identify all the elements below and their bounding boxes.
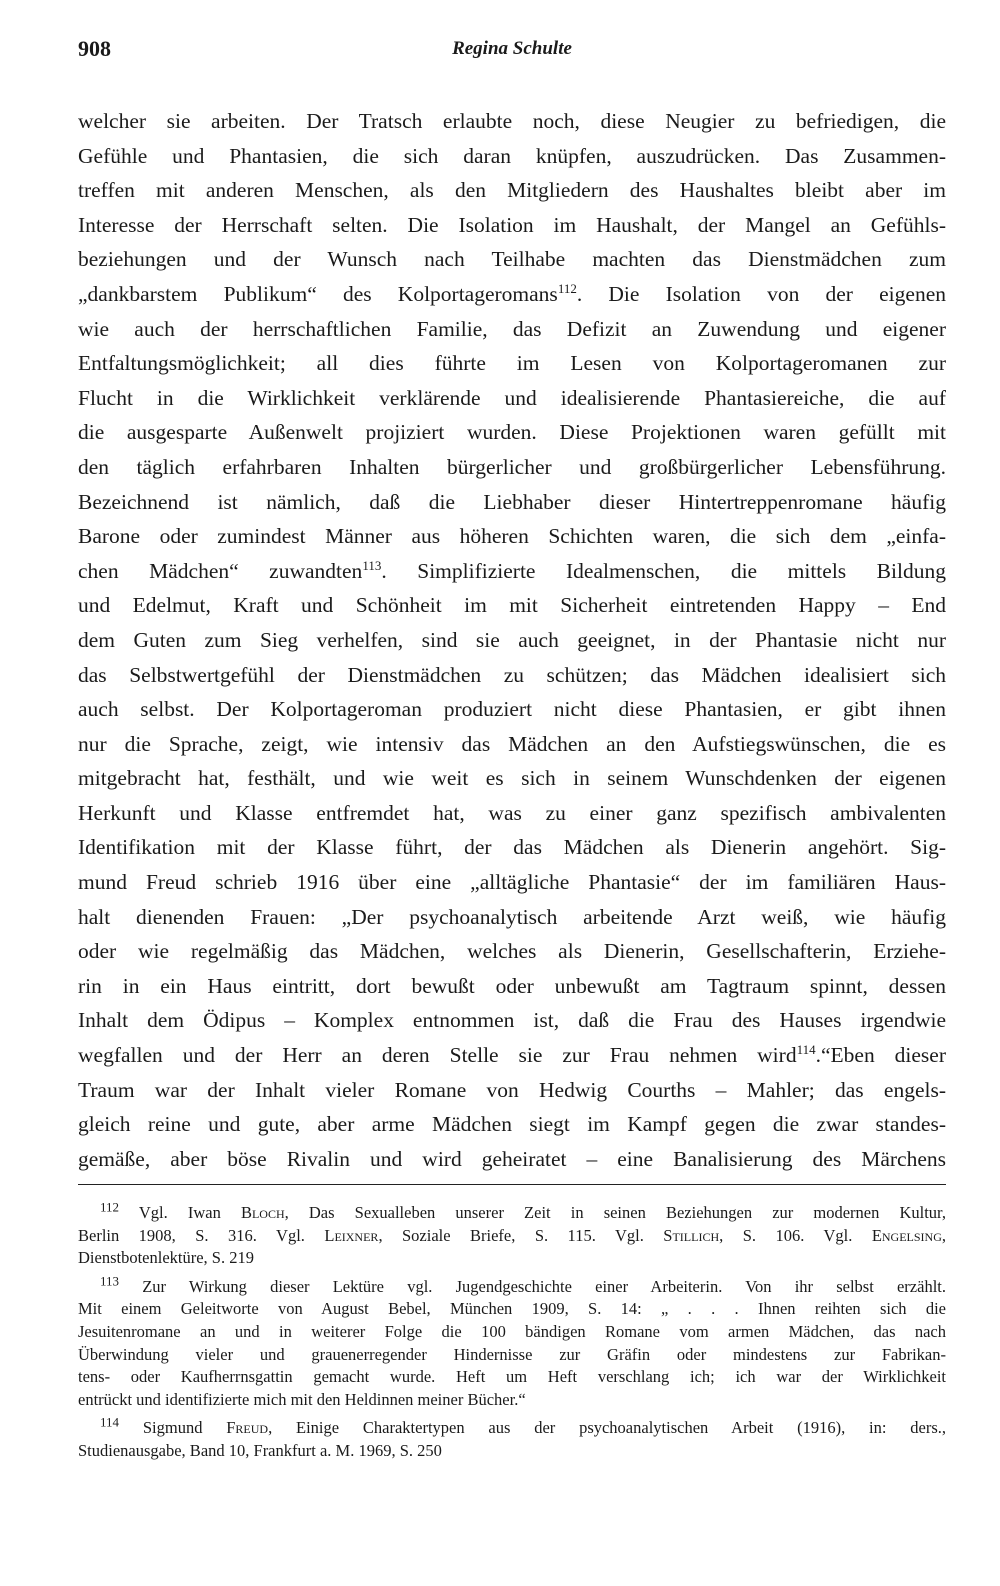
body-line: Flucht in die Wirklichkeit verklärende und idealisierende Phantasiereiche, die auf xyxy=(78,385,946,410)
footnote-ref-113[interactable]: 113 xyxy=(362,557,382,573)
body-line: Interesse der Herrschaft selten. Die Isolation im Haushalt, der Mangel an Gefühls- xyxy=(78,212,946,237)
body-line: mitgebracht hat, festhält, und wie weit es sich in seinem Wunschdenken der eigenen xyxy=(78,766,946,791)
running-head: Regina Schulte xyxy=(452,38,572,59)
body-line-text: chen Mädchen“ zuwandten xyxy=(78,558,363,583)
footnote-text: Berlin 1908, S. 316. Vgl. xyxy=(78,1225,325,1245)
author-name: Stillich xyxy=(663,1225,720,1245)
footnote-marker: 114 xyxy=(100,1417,120,1430)
body-line: wie auch der herrschaftlichen Familie, das Defizit an Zuwendung und eigener xyxy=(78,316,946,341)
author-name: Freud xyxy=(226,1418,269,1438)
body-line: das Selbstwertgefühl der Dienstmädchen zu schützen; das Mädchen idealisiert sich xyxy=(78,662,946,687)
body-line: auch selbst. Der Kolportageroman produziert nicht diese Phantasien, er gibt ihnen xyxy=(78,697,946,722)
footnote-text: , S. 106. Vgl. xyxy=(719,1225,872,1245)
body-line: den täglich erfahrbaren Inhalten bürgerlicher und großbürgerlicher Lebensführung. xyxy=(78,454,946,479)
author-name: Leixner xyxy=(324,1225,379,1245)
body-line: und Edelmut, Kraft und Schönheit im mit Sicherheit eintretenden Happy – End xyxy=(78,593,946,618)
body-line: Entfaltungsmöglichkeit; all dies führte im Lesen von Kolportageromanen zur xyxy=(78,351,946,376)
body-line-text: wegfallen und der Herr an deren Stelle sie zur Frau nehmen wird xyxy=(78,1043,797,1068)
body-line-text: . Simplifizierte Idealmenschen, die mittels Bildung xyxy=(381,558,946,583)
body-line: Gefühle und Phantasien, die sich daran knüpfen, auszudrücken. Das Zusammen- xyxy=(78,143,946,168)
body-text xyxy=(78,104,946,1176)
footnote-line: Überwindung vieler und grauenerregender Hindernisse zur Gräfin oder mindestens zur Fabrikan- xyxy=(78,1344,946,1364)
body-line: Herkunft und Klasse entfremdet hat, was zu einer ganz spezifisch ambivalenten xyxy=(78,800,946,825)
footnote-text: Vgl. Iwan xyxy=(138,1203,241,1222)
footnote-line: Dienstbotenlektüre, S. 219 xyxy=(78,1248,254,1268)
author-name: Engelsing xyxy=(871,1225,942,1245)
body-line: gleich reine und gute, aber arme Mädchen siegt im Kampf gegen die zwar standes- xyxy=(78,1112,946,1137)
footnote-divider xyxy=(78,1184,946,1185)
page-number: 908 xyxy=(78,36,111,61)
footnote-114 xyxy=(78,1417,946,1440)
body-line: Traum war der Inhalt vieler Romane von Hedwig Courths – Mahler; das engels- xyxy=(78,1077,946,1102)
body-line-text: „dankbarstem Publikum“ des Kolportageromans xyxy=(78,281,558,306)
body-line: mund Freud schrieb 1916 über eine „alltägliche Phantasie“ der im familiären Haus- xyxy=(78,870,946,895)
footnote-marker: 113 xyxy=(100,1275,120,1289)
footnote-line: tens- oder Kaufherrnsgattin gemacht wurde. Heft um Heft verschlang ich; ich war der Wirklichkeit xyxy=(78,1367,946,1387)
footnote-marker: 112 xyxy=(100,1202,120,1215)
footnote-text: , Das Sexualleben unserer Zeit in seinen Beziehungen zur modernen Kultur, xyxy=(284,1203,946,1222)
footnote-line xyxy=(78,1225,946,1248)
body-line: welcher sie arbeiten. Der Tratsch erlaubte noch, diese Neugier zu befriedigen, die xyxy=(78,109,946,133)
footnote-ref-112[interactable]: 112 xyxy=(557,280,577,296)
body-line: Barone oder zumindest Männer aus höheren Schichten waren, die sich dem „einfa- xyxy=(78,524,946,549)
body-line: Bezeichnend ist nämlich, daß die Liebhaber dieser Hintertreppenromane häufig xyxy=(78,489,946,514)
body-line-text: .“Eben dieser xyxy=(815,1043,946,1068)
footnote-line: entrückt und identifizierte mich mit den Heldinnen meiner Bücher.“ xyxy=(78,1389,526,1409)
body-line-text: . Die Isolation von der eigenen xyxy=(576,281,946,306)
footnote-ref-114[interactable]: 114 xyxy=(796,1041,816,1057)
footnote-text: Zur Wirkung dieser Lektüre vgl. Jugendgeschichte einer Arbeiterin. Von ihr selbst erzählt. xyxy=(142,1276,946,1296)
footnote-line: Studienausgabe, Band 10, Frankfurt a. M. 1969, S. 250 xyxy=(78,1440,442,1460)
footnote-line: Jesuitenromane an und in weiterer Folge die 100 bändigen Romane vom armen Mädchen, das nach xyxy=(78,1321,946,1341)
body-line: gemäße, aber böse Rivalin und wird geheiratet – eine Banalisierung des Märchens xyxy=(78,1146,946,1171)
body-line: die ausgesparte Außenwelt projiziert wurden. Diese Projektionen waren gefüllt mit xyxy=(78,420,946,445)
body-line: Inhalt dem Ödipus – Komplex entnommen ist, daß die Frau des Hauses irgendwie xyxy=(78,1008,946,1033)
body-line: rin in ein Haus eintritt, dort bewußt oder unbewußt am Tagtraum spinnt, dessen xyxy=(78,973,946,998)
body-line: treffen mit anderen Menschen, als den Mitgliedern des Haushaltes bleibt aber im xyxy=(78,178,946,203)
body-line: oder wie regelmäßig das Mädchen, welches als Dienerin, Gesellschafterin, Erziehe- xyxy=(78,939,946,964)
body-line: dem Guten zum Sieg verhelfen, sind sie auch geeignet, in der Phantasie nicht nur xyxy=(78,627,946,652)
footnote-line: Mit einem Geleitworte von August Bebel, München 1909, S. 14: „ . . . Ihnen reihten sich die xyxy=(78,1299,946,1319)
body-line xyxy=(78,1038,946,1073)
footnote-113 xyxy=(78,1276,946,1299)
footnote-112 xyxy=(78,1202,946,1225)
body-line: beziehungen und der Wunsch nach Teilhabe machten das Dienstmädchen zum xyxy=(78,247,946,272)
footnote-text: Sigmund xyxy=(142,1418,227,1438)
footnote-text: , Soziale Briefe, S. 115. Vgl. xyxy=(378,1225,664,1245)
body-line: nur die Sprache, zeigt, wie intensiv das Mädchen an den Aufstiegswünschen, die es xyxy=(78,731,946,756)
page-header xyxy=(78,36,946,66)
body-line: halt dienenden Frauen: „Der psychoanalytisch arbeitende Arzt weiß, wie häufig xyxy=(78,904,946,929)
body-line xyxy=(78,554,946,589)
body-line xyxy=(78,277,946,312)
footnote-text: , xyxy=(941,1225,946,1245)
body-line: Identifikation mit der Klasse führt, der das Mädchen als Dienerin angehört. Sig- xyxy=(78,835,946,860)
author-name: Bloch xyxy=(240,1203,285,1222)
footnotes xyxy=(78,1202,946,1463)
footnote-text: , Einige Charaktertypen aus der psychoanalytischen Arbeit (1916), in: ders., xyxy=(268,1418,946,1438)
